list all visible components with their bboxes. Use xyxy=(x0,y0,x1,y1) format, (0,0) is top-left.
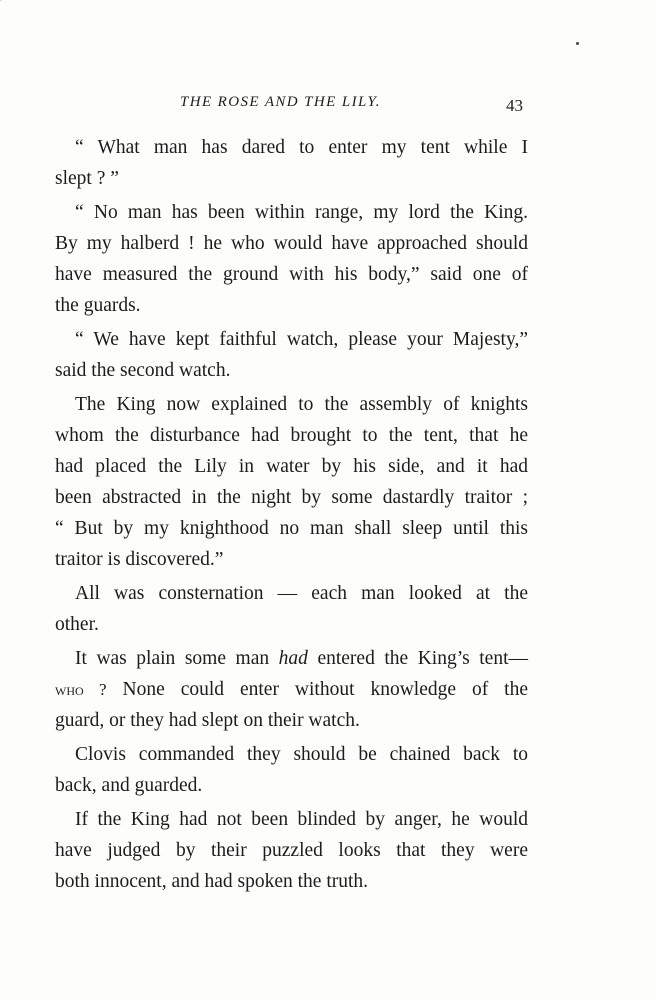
page-number: 43 xyxy=(506,96,523,115)
body-text xyxy=(55,132,528,897)
text-line: If the King had not been blinded by anger, he would xyxy=(75,809,528,830)
text-line: both innocent, and had spoken the truth. xyxy=(55,871,369,892)
text-line xyxy=(55,643,528,674)
text-line: “ We have kept faithful watch, please your Majesty,” xyxy=(75,329,528,350)
page-corner-mark xyxy=(0,0,22,11)
text-line: had placed the Lily in water by his side, and it had xyxy=(55,456,528,477)
text-line: traitor is discovered.” xyxy=(55,549,224,570)
emphasized-word: had xyxy=(278,648,308,669)
paragraph xyxy=(55,389,528,575)
text-line: have judged by their puzzled looks that they were xyxy=(55,840,528,861)
text-line: The King now explained to the assembly of knights xyxy=(75,394,528,415)
text-line: have measured the ground with his body,” said one of xyxy=(55,264,528,285)
text-line: said the second watch. xyxy=(55,360,231,381)
text-line: been abstracted in the night by some dastardly traitor ; xyxy=(55,487,528,508)
text-line: whom the disturbance had brought to the tent, that he xyxy=(55,425,528,446)
text-run: None could enter without knowledge of the xyxy=(106,679,528,700)
text-line: “ What man has dared to enter my tent while I xyxy=(75,137,528,158)
text-line: the guards. xyxy=(55,295,141,316)
text-line: other. xyxy=(55,614,99,635)
paragraph xyxy=(55,132,528,194)
text-line: “ No man has been within range, my lord the King. xyxy=(75,202,528,223)
text-line: back, and guarded. xyxy=(55,775,203,796)
text-line: slept ? ” xyxy=(55,168,119,189)
paragraph xyxy=(55,324,528,386)
text-run: entered the King’s tent— xyxy=(307,648,528,669)
paragraph xyxy=(55,197,528,321)
paragraph xyxy=(55,643,528,736)
paragraph xyxy=(55,578,528,640)
ink-speck xyxy=(576,42,579,45)
text-line: By my halberd ! he who would have approached should xyxy=(55,233,528,254)
text-line: guard, or they had slept on their watch. xyxy=(55,710,360,731)
text-line: All was consternation — each man looked at the xyxy=(75,583,528,604)
running-title: THE ROSE AND THE LILY. xyxy=(180,94,381,110)
paragraph xyxy=(55,739,528,801)
text-line: “ But by my knighthood no man shall sleep until this xyxy=(55,518,528,539)
small-caps-word: who ? xyxy=(55,680,107,699)
text-run: It was plain some man xyxy=(75,648,279,669)
text-line: Clovis commanded they should be chained back to xyxy=(75,744,528,765)
paragraph xyxy=(55,804,528,897)
text-line xyxy=(55,674,528,705)
